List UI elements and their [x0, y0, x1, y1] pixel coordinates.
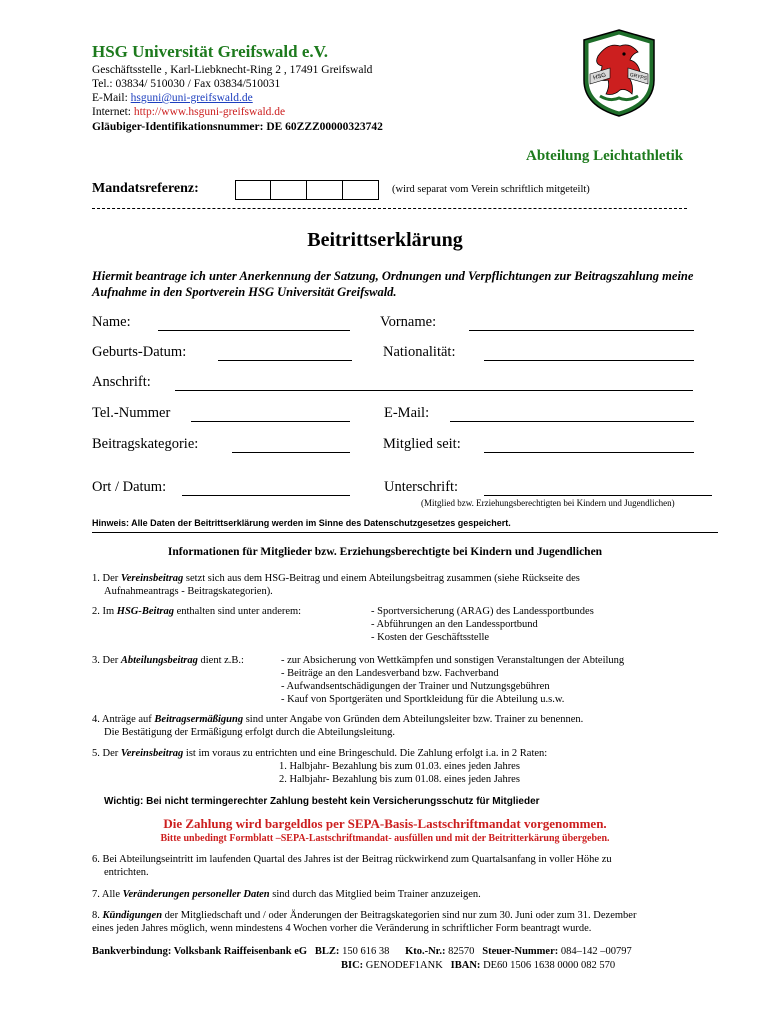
bank-line-2: BIC: GENODEF1ANK IBAN: DE60 1506 1638 0000 082 570: [341, 960, 616, 971]
mandate-box[interactable]: [343, 180, 379, 200]
member-since-field[interactable]: [484, 452, 694, 453]
member-since-label: Mitglied seit:: [383, 436, 461, 452]
dashed-separator: [92, 208, 687, 209]
address-field[interactable]: [175, 390, 693, 391]
birthdate-label: Geburts-Datum:: [92, 344, 187, 360]
info-item-7: 7. Alle Veränderungen personeller Daten sind durch das Mitglied beim Trainer anzuzeigen.: [92, 889, 481, 900]
address-label: Anschrift:: [92, 374, 151, 390]
address-text: Geschäftsstelle , Karl-Liebknecht-Ring 2 , 17491 Greifswald: [92, 64, 373, 76]
sepa-subtitle: Bitte unbedingt Formblatt –SEPA-Lastschriftmandat- ausfüllen und mit der Beitritterkärung übergeben.: [160, 833, 610, 844]
mandate-reference-boxes[interactable]: [235, 180, 379, 200]
signature-label: Unterschrift:: [384, 479, 459, 495]
bank-bic: GENODEF1ANK: [365, 960, 443, 971]
notice-rule: [92, 532, 718, 533]
bank-label: Bankverbindung: Volksbank Raiffeisenbank eG: [92, 946, 308, 957]
info-item-4-cont: Die Bestätigung der Ermäßigung erfolgt durch die Abteilungsleitung.: [104, 727, 396, 738]
email-link[interactable]: hsguni@uni-greifswald.de: [130, 92, 253, 104]
insurance-warning: Wichtig: Bei nicht termingerechter Zahlung besteht kein Versicherungsschutz für Mitglieder: [104, 796, 540, 807]
sepa-title: Die Zahlung wird bargeldlos per SEPA-Basis-Lastschriftmandat vorgenommen.: [163, 816, 607, 831]
mandate-reference-note: (wird separat vom Verein schriftlich mitgeteilt): [392, 184, 590, 195]
info-item-3-list: - zur Absicherung von Wettkämpfen und sonstigen Veranstaltungen der Abteilung - Beiträge an den Landesverband bzw. Fachverband - Aufwandsentschädigungen der Trainer und Nutzungsgebühren - Kauf von Sportgeräten und Sportkleidung für die Abteilung u.s.w.: [281, 655, 625, 705]
bank-iban: DE60 1506 1638 0000 082 570: [483, 960, 616, 971]
info-item-4: 4. Anträge auf Beitragsermäßigung sind unter Angabe von Gründen dem Abteilungsleiter bzw. Trainer zu benennen.: [92, 714, 584, 725]
place-date-label: Ort / Datum:: [92, 479, 167, 495]
mandate-box[interactable]: [235, 180, 271, 200]
info-item-8: 8. Kündigungen der Mitgliedschaft und / oder Änderungen der Beitragskategorien sind nur zum 30. Juni oder zum 31. Dezember: [92, 910, 637, 921]
fee-category-label: Beitragskategorie:: [92, 436, 199, 452]
internet-link[interactable]: http://www.hsguni-greifswald.de: [133, 106, 286, 118]
info-item-6-cont: entrichten.: [104, 867, 149, 878]
email-line: [92, 91, 253, 105]
tax-number: 084–142 –00797: [560, 946, 632, 957]
phone-field[interactable]: [191, 421, 350, 422]
nationality-field[interactable]: [484, 360, 694, 361]
organization-name: HSG Universität Greifswald e.V.: [92, 42, 328, 61]
mandate-box[interactable]: [271, 180, 307, 200]
info-item-3: 3. Der Abteilungsbeitrag dient z.B.:: [92, 655, 244, 666]
name-field[interactable]: [158, 330, 350, 331]
email-field[interactable]: [450, 421, 694, 422]
phone-text: Tel.: 03834/ 510030 / Fax 03834/510031: [92, 78, 281, 90]
info-item-5: 5. Der Vereinsbeitrag ist im voraus zu entrichten und eine Bringeschuld. Die Zahlung erfolgt i.a. in 2 Raten:: [92, 748, 548, 759]
vorname-label: Vorname:: [380, 314, 437, 330]
fee-category-field[interactable]: [232, 452, 350, 453]
internet-line: [92, 105, 285, 119]
name-label: Name:: [92, 314, 131, 330]
birthdate-field[interactable]: [218, 360, 352, 361]
info-item-2-list: - Sportversicherung (ARAG) des Landessportbundes - Abführungen an den Landessportbund - Kosten der Geschäftsstelle: [371, 606, 594, 643]
email-label: E-Mail:: [92, 92, 128, 104]
intro-text: Hiermit beantrage ich unter Anerkennung der Satzung, Ordnungen und Verpflichtungen zur Beitragszahlung meine Aufnahme in den Sportverein HSG Universität Greifswald.: [92, 269, 694, 299]
signature-note: (Mitglied bzw. Erziehungsberechtigten bei Kindern und Jugendlichen): [421, 498, 675, 508]
info-item-1: 1. Der Vereinsbeitrag setzt sich aus dem HSG-Beitrag und einem Abteilungsbeitrag zusammen (siehe Rückseite des: [92, 573, 580, 584]
mandate-reference-label: Mandatsreferenz:: [92, 181, 199, 196]
phone-label: Tel.-Nummer: [92, 405, 171, 421]
bank-account: 82570: [448, 946, 475, 957]
mandate-box[interactable]: [307, 180, 343, 200]
creditor-id: Gläubiger-Identifikationsnummer: DE 60ZZZ00000323742: [92, 121, 383, 133]
info-item-8-cont: eines jeden Jahres möglich, wenn mindestens 4 Wochen vorher die Veränderung in schriftlicher Form beantragt wurde.: [92, 923, 592, 934]
info-item-5-list: 1. Halbjahr- Bezahlung bis zum 01.03. eines jeden Jahres 2. Halbjahr- Bezahlung bis zum 01.08. eines jeden Jahres: [279, 761, 520, 785]
logo-text-left: HSG: [592, 72, 607, 82]
nationality-label: Nationalität:: [383, 344, 456, 360]
info-title: Informationen für Mitglieder bzw. Erziehungsberechtigte bei Kindern und Jugendlichen: [167, 546, 603, 558]
bank-blz: 150 616 38: [342, 946, 390, 957]
place-date-field[interactable]: [182, 495, 350, 496]
email-form-label: E-Mail:: [384, 405, 430, 421]
privacy-notice: Hinweis: Alle Daten der Beitrittserklärung werden im Sinne des Datenschutzgesetzes gespeichert.: [92, 518, 511, 528]
signature-field[interactable]: [484, 495, 712, 496]
info-item-2: 2. Im HSG-Beitrag enthalten sind unter anderem:: [92, 606, 302, 617]
logo-text-right: GRYPS: [629, 72, 648, 83]
griffin-crest-logo: [580, 28, 658, 118]
vorname-field[interactable]: [469, 330, 694, 331]
internet-label: Internet:: [92, 106, 131, 118]
info-item-6: 6. Bei Abteilungseintritt im laufenden Quartal des Jahres ist der Beitrag rückwirkend zum Quartalsanfang in voller Höhe zu: [92, 854, 612, 865]
page-title: Beitrittserklärung: [307, 229, 463, 251]
department-title: Abteilung Leichtathletik: [526, 148, 684, 164]
info-item-1-cont: Aufnahmeantrags - Beitragskategorien).: [104, 586, 273, 597]
bank-line-1: Bankverbindung: Volksbank Raiffeisenbank eG BLZ: 150 616 38 Kto.-Nr.: 82570 Steuer-Nummer: 084–142 –00797: [92, 946, 632, 957]
